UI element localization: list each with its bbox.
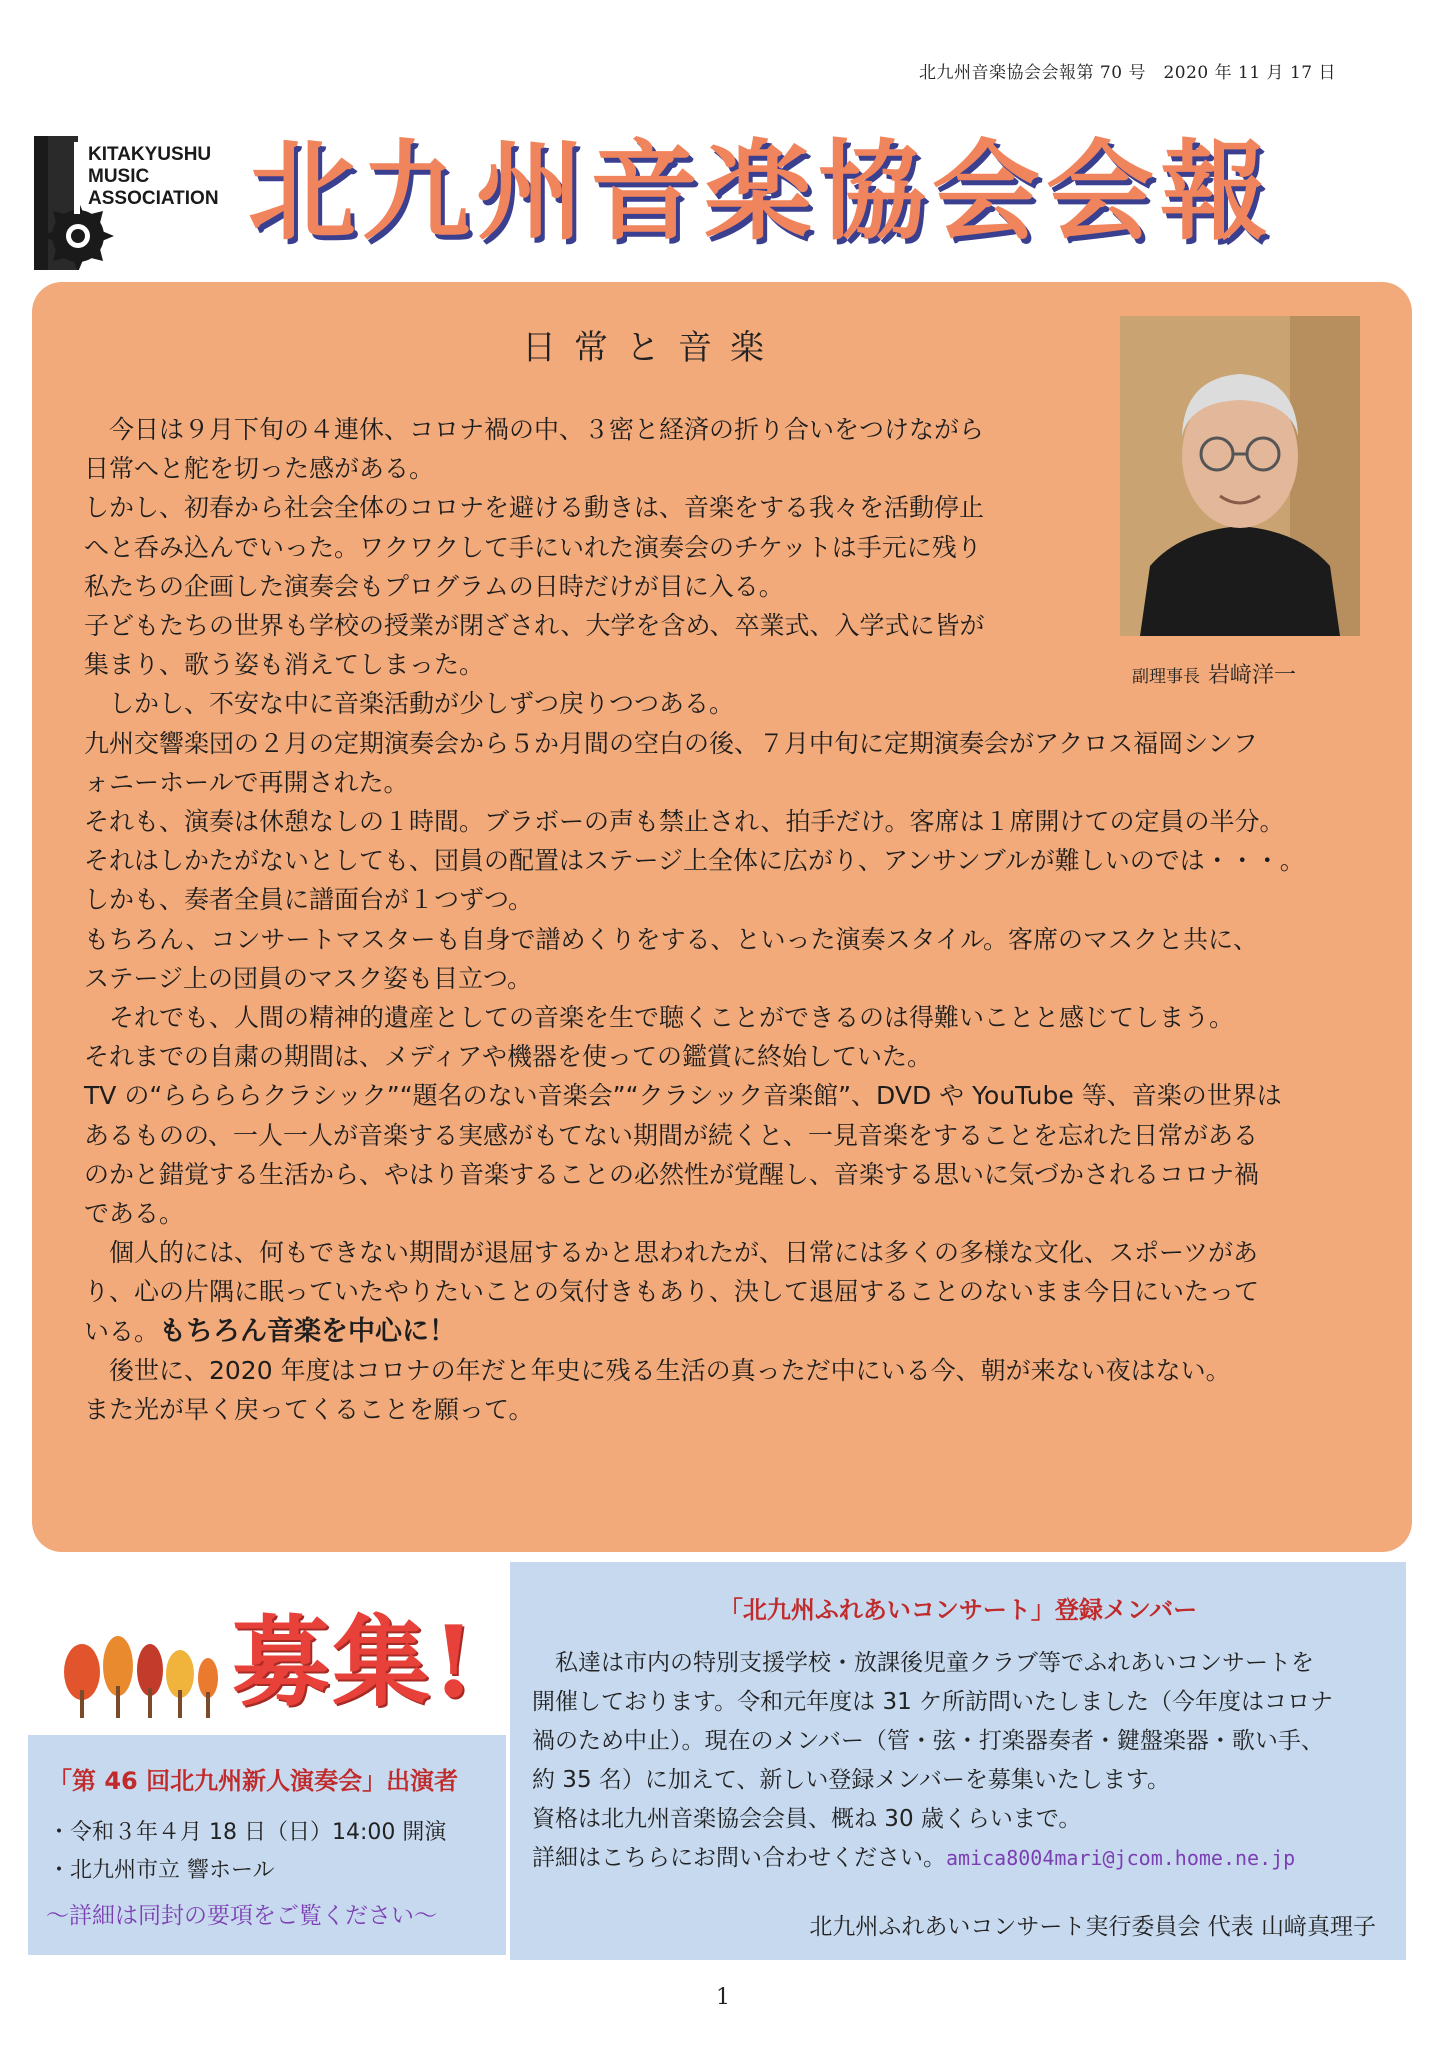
- article-line: 今日は９月下旬の４連休、コロナ禍の中、３密と経済の折り合いをつけながら: [84, 415, 985, 444]
- masthead-title: 北九州音楽協会会報: [248, 130, 1275, 255]
- article-line: もちろん、コンサートマスターも自身で譜めくりをする、といった演奏スタイル。客席のマスクと共に、: [84, 924, 1259, 954]
- organizer-line: 北九州ふれあいコンサート実行委員会 代表 山﨑真理子: [809, 1914, 1376, 1940]
- article-line: しかし、不安な中に音楽活動が少しずつ戻りつつある。: [84, 689, 735, 719]
- article-body: [84, 410, 1384, 1429]
- caption-role: 副理事長: [1132, 667, 1200, 687]
- article-line: 個人的には、何もできない期間が退屈するかと思われたが、日常には多くの多様な文化、スポーツがあ: [84, 1238, 1259, 1268]
- logo-bar: [34, 136, 48, 270]
- page-number: 1: [716, 1985, 730, 2010]
- fureai-line: 禍のため中止）。現在のメンバー（管・弦・打楽器奏者・鍵盤楽器・歌い手、: [532, 1728, 1324, 1754]
- fureai-line: 開催しております。令和元年度は 31 ケ所訪問いたしました（今年度はコロナ: [532, 1689, 1334, 1715]
- article-line: しかも、奏者全員に譜面台が１つずつ。: [84, 885, 534, 915]
- article-line: 集まり、歌う姿も消えてしまった。: [84, 650, 485, 680]
- event-date: ・令和３年４月 18 日（日）14:00 開演: [48, 1820, 447, 1845]
- emphasis-text: もちろん音楽を中心に！: [159, 1315, 457, 1347]
- contact-email-link[interactable]: amica8004mari@jcom.home.ne.jp: [946, 1846, 1296, 1870]
- article-line: いる。: [84, 1316, 160, 1346]
- article-line: 後世に、2020 年度はコロナの年だと年史に残る生活の真っただ中にいる今、朝が来ない夜はない。: [84, 1355, 1231, 1385]
- logo-text-3: ASSOCIATION: [88, 188, 219, 209]
- fureai-title: 「北九州ふれあいコンサート」登録メンバー: [718, 1596, 1198, 1624]
- article-line: 私たちの企画した演奏会もプログラムの日時だけが目に入る。: [84, 571, 784, 601]
- details-note: ～詳細は同封の要項をご覧ください～: [46, 1903, 437, 1929]
- recruit-mark: !: [432, 1605, 478, 1720]
- caption-name: 岩﨑洋一: [1208, 663, 1297, 688]
- article-line: それも、演奏は休憩なしの１時間。ブラボーの声も禁止され、拍手だけ。客席は１席開けての定員の半分。: [84, 807, 1285, 837]
- recruit-banner: [32, 1580, 502, 1730]
- article-line: それまでの自粛の期間は、メディアや機器を使っての鑑賞に終始していた。: [84, 1042, 933, 1072]
- article-title: 日常と音楽: [522, 328, 782, 368]
- fureai-body: [532, 1644, 1392, 1878]
- issue-line: 北九州音楽協会会報第 70 号 2020 年 11 月 17 日: [919, 63, 1336, 83]
- article-line: ステージ上の団員のマスク姿も目立つ。: [84, 963, 533, 993]
- article-line: TV の“ららららクラシック”“題名のない音楽会”“クラシック音楽館”、DVD や YouTube 等、音楽の世界は: [84, 1081, 1282, 1111]
- article-line: 九州交響楽団の２月の定期演奏会から５か月間の空白の後、７月中旬に定期演奏会がアクロス福岡シンフ: [84, 728, 1258, 758]
- newcomer-concert-title: 「第 46 回北九州新人演奏会」出演者: [48, 1767, 459, 1795]
- contact-prefix: 詳細はこちらにお問い合わせください。: [532, 1845, 946, 1871]
- newcomer-concert-panel: [28, 1735, 506, 1955]
- fureai-line: 私達は市内の特別支援学校・放課後児童クラブ等でふれあいコンサートを: [532, 1650, 1314, 1676]
- recruit-word: 募集: [232, 1605, 433, 1720]
- logo-text-1: KITAKYUSHU: [88, 144, 212, 165]
- fureai-concert-panel: [510, 1562, 1406, 1960]
- article-line: また光が早く戻ってくることを願って。: [84, 1395, 534, 1425]
- article-line: 子どもたちの世界も学校の授業が閉ざされ、大学を含め、卒業式、入学式に皆が: [84, 611, 985, 641]
- article-line: しかし、初春から社会全体のコロナを避ける動きは、音楽をする我々を活動停止: [84, 493, 985, 523]
- article-line: ォニーホールで再開された。: [84, 767, 409, 797]
- article-line-with-emphasis: [84, 1312, 1384, 1351]
- article-panel: [32, 282, 1412, 1552]
- fureai-contact-line: [532, 1839, 1392, 1878]
- article-line: である。: [84, 1199, 185, 1229]
- article-line: それでも、人間の精神的遺産としての音楽を生で聴くことができるのは得難いことと感じてしまう。: [84, 1003, 1235, 1033]
- article-line: へと呑み込んでいった。ワクワクして手にいれた演奏会のチケットは手元に残り: [84, 532, 982, 562]
- autumn-trees-icon: [60, 1620, 220, 1720]
- article-line: のかと錯覚する生活から、やはり音楽することの必然性が覚醒し、音楽する思いに気づかされるコロナ禍: [84, 1159, 1260, 1189]
- association-logo: [34, 136, 234, 270]
- recruit-heading: [232, 1584, 477, 1725]
- fureai-line: 約 35 名）に加えて、新しい登録メンバーを募集いたします。: [532, 1767, 1170, 1793]
- event-venue: ・北九州市立 響ホール: [48, 1858, 275, 1883]
- article-line: あるものの、一人一人が音楽する実感がもてない期間が続くと、一見音楽をすることを忘れた日常がある: [84, 1120, 1259, 1150]
- article-line: それはしかたがないとしても、団員の配置はステージ上全体に広がり、アンサンブルが難しいのでは・・・。: [84, 846, 1305, 876]
- logo-text-2: MUSIC: [88, 166, 150, 187]
- article-line: 日常へと舵を切った感がある。: [84, 454, 435, 484]
- fureai-line: 資格は北九州音楽協会会員、概ね 30 歳くらいまで。: [532, 1806, 1082, 1832]
- article-line: り、心の片隅に眠っていたやりたいことの気付きもあり、決して退屈することのないまま今日にいたって: [84, 1277, 1260, 1307]
